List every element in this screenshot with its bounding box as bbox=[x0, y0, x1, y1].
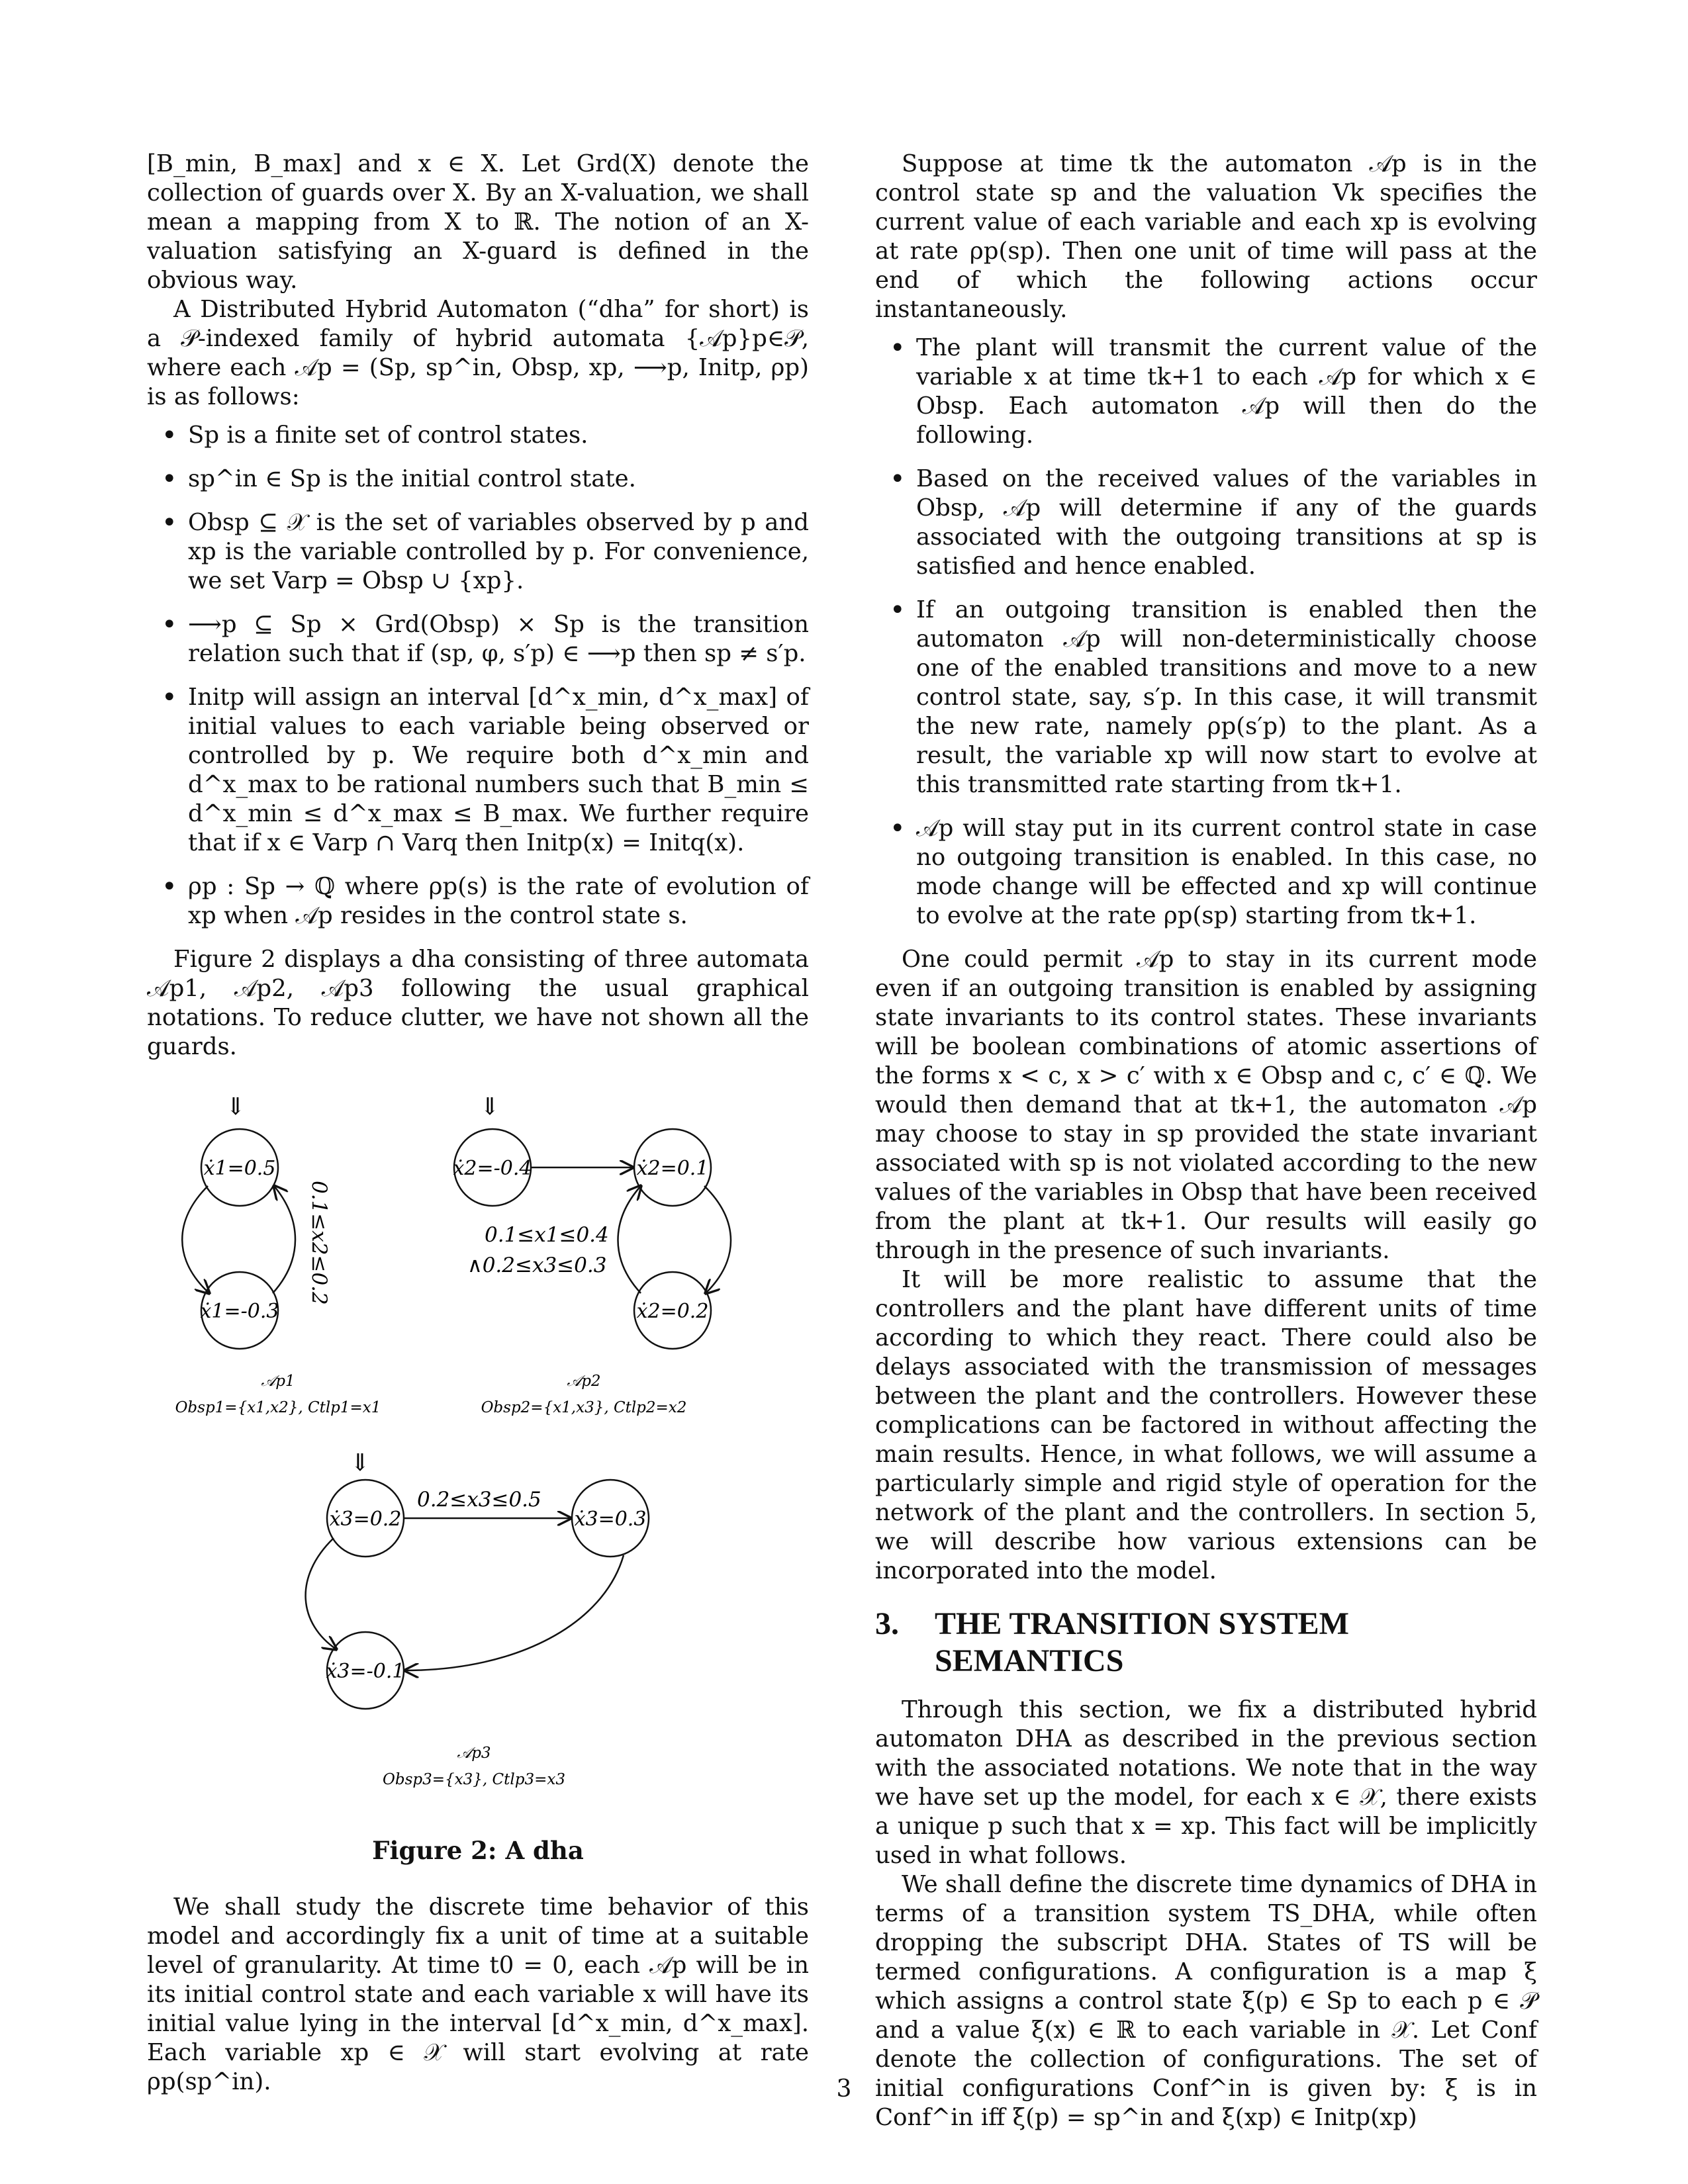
invariants-paragraph: One could permit 𝒜p to stay in its current mode even if an outgoing transition is enabled by assigning state invariants to its control states. These invariants will be boolean combinations of atomic assertions of the forms x < c, x > c′ with x ∈ Obsp and c, c′ ∈ ℚ. We would then demand that at tk+1, the automaton 𝒜p may choose to stay in sp provided the state invariant associated with sp is not violated according to the new values of the variables in Obsp that have been received from the plant at tk+1. Our results will easily go through in the presence of such invariants. bbox=[875, 946, 1537, 1264]
page-number: 3 bbox=[836, 2075, 852, 2103]
a2-state-2-label: ẋ2=0.1 bbox=[636, 1157, 709, 1180]
figure-2-dha-diagram bbox=[147, 1075, 809, 1836]
a3-state-3-label: ẋ3=-0.1 bbox=[326, 1660, 405, 1683]
a1-edge-down bbox=[182, 1186, 209, 1293]
dha-component-list bbox=[147, 421, 809, 931]
a3-guard: 0.2≤x3≤0.5 bbox=[417, 1488, 541, 1512]
a3-description: Obsp3={x3}, Ctlp3=x3 bbox=[383, 1771, 565, 1788]
discrete-time-paragraph: We shall study the discrete time behavior of this model and accordingly fix a unit of time at a suitable level of granularity. At time t0 = 0, each 𝒜p will be in its initial control state and each variable x will have its initial value lying in the interval [d^x_min, d^x_max]. Each variable xp ∈ 𝒳 will start evolving at rate ρp(sp^in). bbox=[147, 1893, 809, 2095]
list-item: • 𝒜p will stay put in its current control state in case no outgoing transition is enabled. In this case, no mode change will be effected and xp will continue to evolve at the rate ρp(sp) starting from tk+1. bbox=[875, 814, 1537, 931]
a3-edge-down bbox=[306, 1538, 336, 1649]
actions-list bbox=[875, 334, 1537, 931]
section-number: 3. bbox=[875, 1606, 899, 1641]
list-item: • If an outgoing transition is enabled then the automaton 𝒜p will non-deterministically choose one of the enabled transitions and move to a new control state, say, s′p. In this case, it will transmit the new rate, namely ρp(s′p) to the plant. As a result, the variable xp will now start to evolve at this transmitted rate starting from tk+1. bbox=[875, 596, 1537, 799]
a2-edge-down bbox=[704, 1186, 731, 1293]
a1-state-2-label: ẋ1=-0.3 bbox=[200, 1300, 279, 1323]
a2-state-3-label: ẋ2=0.2 bbox=[636, 1300, 709, 1323]
a1-initial-marker: ⇓ bbox=[225, 1093, 246, 1120]
a3-edge-back bbox=[405, 1555, 624, 1670]
intro-paragraph: [B_min, B_max] and x ∈ X. Let Grd(X) denote the collection of guards over X. By an X-valuation, we shall mean a mapping from X to ℝ. The notion of an X-valuation satisfying an X-guard is defined in the obvious way. bbox=[147, 150, 809, 294]
a2-initial-marker: ⇓ bbox=[479, 1093, 500, 1120]
section-title: THE TRANSITION SYSTEM SEMANTICS bbox=[935, 1606, 1349, 1678]
list-item: • The plant will transmit the current value of the variable x at time tk+1 to each 𝒜p for which x ∈ Obsp. Each automaton 𝒜p will then do the following. bbox=[875, 334, 1537, 450]
a3-state-2-label: ẋ3=0.3 bbox=[574, 1508, 647, 1531]
a1-state-1-label: ẋ1=0.5 bbox=[203, 1157, 276, 1180]
a2-guard-line-1: 0.1≤x1≤0.4 bbox=[485, 1223, 609, 1247]
a1-edge-up bbox=[273, 1186, 295, 1293]
a3-name: 𝒜p3 bbox=[457, 1745, 491, 1762]
list-item: • sp^in ∈ Sp is the initial control state. bbox=[147, 465, 809, 494]
a2-state-1-label: ẋ2=-0.4 bbox=[453, 1157, 532, 1180]
list-item: • ⟶p ⊆ Sp × Grd(Obsp) × Sp is the transition relation such that if (sp, φ, s′p) ∈ ⟶p then sp ≠ s′p. bbox=[147, 610, 809, 668]
dha-definition-paragraph: A Distributed Hybrid Automaton (“dha” for short) is a 𝒫-indexed family of hybrid automata {𝒜p}p∈𝒫, where each 𝒜p = (Sp, sp^in, Obsp, xp, ⟶p, Initp, ρp) is as follows: bbox=[147, 296, 809, 410]
figure-intro-paragraph: Figure 2 displays a dha consisting of three automata 𝒜p1, 𝒜p2, 𝒜p3 following the usual graphical notations. To reduce clutter, we have not shown all the guards. bbox=[147, 946, 809, 1060]
figure-caption: Figure 2: A dha bbox=[372, 1836, 584, 1865]
a2-name: 𝒜p2 bbox=[567, 1373, 601, 1390]
a2-edge-up bbox=[618, 1186, 641, 1293]
a2-guard-line-2: ∧0.2≤x3≤0.3 bbox=[467, 1253, 607, 1277]
list-item: • Initp will assign an interval [d^x_min, d^x_max] of initial values to each variable being observed or controlled by p. We require both d^x_min and d^x_max to be rational numbers such that B_min ≤ d^x_min ≤ d^x_max ≤ B_max. We further require that if x ∈ Varp ∩ Varq then Initp(x) = Initq(x). bbox=[147, 683, 809, 858]
define-dynamics-paragraph: We shall define the discrete time dynamics of DHA in terms of a transition system TS_DHA, while often dropping the subscript DHA. States of TS will be termed configurations. A configuration is a map ξ which assigns a control state ξ(p) ∈ Sp to each p ∈ 𝒫 and a value ξ(x) ∈ ℝ to each variable in 𝒳. Let Conf denote the collection of configurations. The set of initial configurations Conf^in is given by: ξ is in Conf^in iff ξ(p) = sp^in and ξ(xp) ∈ Initp(xp) bbox=[875, 1871, 1537, 2131]
through-section-paragraph: Through this section, we fix a distributed hybrid automaton DHA as described in the previous section with the associated notations. We note that in the way we have set up the model, for each x ∈ 𝒳, there exists a unique p such that x = xp. This fact will be implicitly used in what follows. bbox=[875, 1696, 1537, 1869]
a3-state-1-label: ẋ3=0.2 bbox=[329, 1508, 402, 1531]
a2-description: Obsp2={x1,x3}, Ctlp2=x2 bbox=[481, 1399, 687, 1416]
suppose-paragraph: Suppose at time tk the automaton 𝒜p is in the control state sp and the valuation Vk specifies the current value of each variable and each xp is evolving at rate ρp(sp). Then one unit of time will pass at the end of which the following actions occur instantaneously. bbox=[875, 150, 1537, 323]
a1-description: Obsp1={x1,x2}, Ctlp1=x1 bbox=[175, 1399, 381, 1416]
a3-initial-marker: ⇓ bbox=[350, 1449, 371, 1477]
list-item: • ρp : Sp → ℚ where ρp(s) is the rate of evolution of xp when 𝒜p resides in the control state s. bbox=[147, 872, 809, 931]
left-column bbox=[147, 150, 809, 2097]
realistic-paragraph: It will be more realistic to assume that the controllers and the plant have different units of time according to which they react. There could also be delays associated with the transmission of messages between the plant and the controllers. However these complications can be factored in without affecting the main results. Hence, in what follows, we will assume a particularly simple and rigid style of operation for the network of the plant and the controllers. In section 5, we will describe how various extensions can be incorporated into the model. bbox=[875, 1266, 1537, 1584]
section-heading bbox=[875, 1606, 1537, 1680]
list-item: • Based on the received values of the variables in Obsp, 𝒜p will determine if any of the guards associated with the outgoing transitions at sp is satisfied and hence enabled. bbox=[875, 465, 1537, 581]
right-column bbox=[875, 150, 1537, 2132]
list-item: • Obsp ⊆ 𝒳 is the set of variables observed by p and xp is the variable controlled by p. For convenience, we set Varp = Obsp ∪ {xp}. bbox=[147, 508, 809, 596]
list-item: • Sp is a finite set of control states. bbox=[147, 421, 809, 450]
a1-guard: 0.1≤x2≤0.2 bbox=[307, 1181, 331, 1305]
a1-name: 𝒜p1 bbox=[261, 1373, 295, 1390]
